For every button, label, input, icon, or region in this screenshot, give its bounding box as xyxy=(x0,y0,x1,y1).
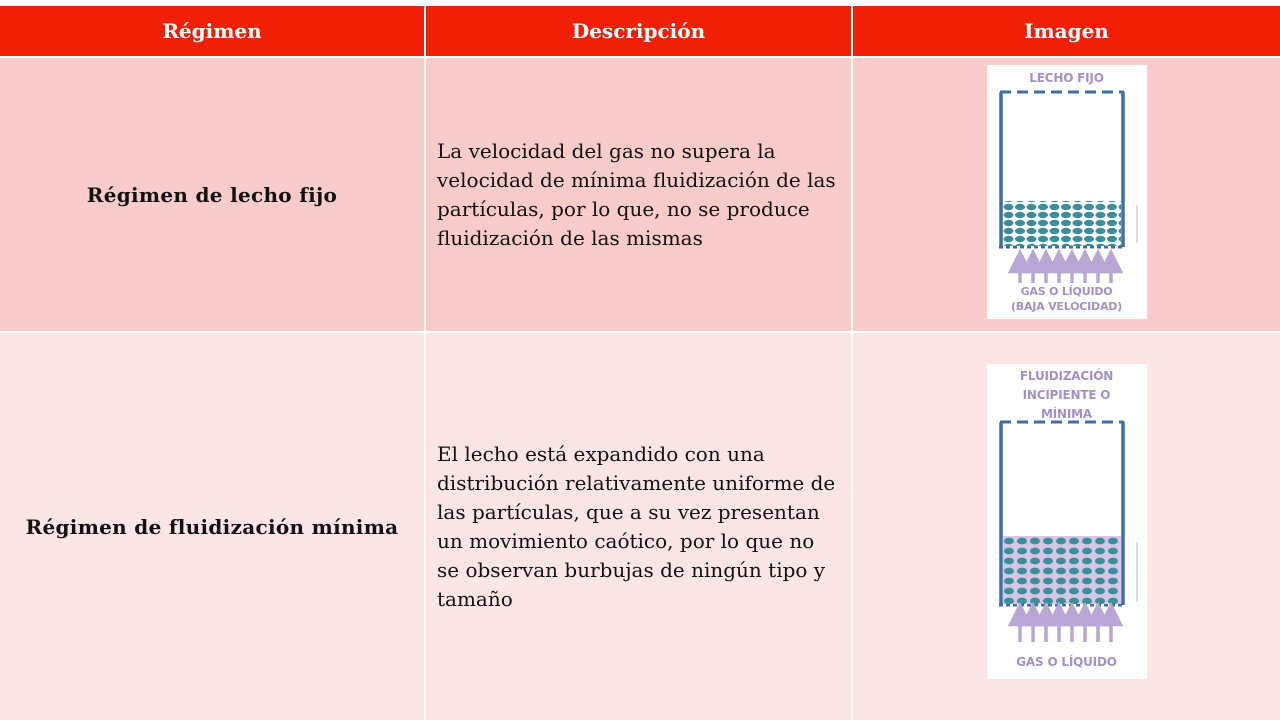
fixed-bed-bottom-label-1: GAS O LÍQUIDO xyxy=(1020,284,1113,298)
image-cell xyxy=(853,333,1280,720)
description-cell xyxy=(426,58,853,331)
fixed-bed-graphic xyxy=(987,65,1147,319)
fixed-bed-bottom-label-2: (BAJA VELOCIDAD) xyxy=(1010,299,1123,313)
table-row-fluidizacion-minima xyxy=(0,333,1280,720)
table-header-row xyxy=(0,6,1280,56)
header-regimen: Régimen xyxy=(0,6,426,56)
fixed-bed-diagram xyxy=(987,65,1147,319)
min-fluid-top-label-3: MÍNIMA xyxy=(1041,407,1092,421)
table-row-lecho-fijo xyxy=(0,58,1280,331)
header-descripcion: Descripción xyxy=(426,6,853,56)
regime-name: Régimen de fluidización mínima xyxy=(25,514,399,539)
minimum-fluidization-diagram xyxy=(987,364,1147,679)
min-fluid-graphic xyxy=(987,364,1147,679)
fluidization-regimes-table xyxy=(0,6,1280,720)
description-cell xyxy=(426,333,853,720)
min-fluid-top-label-1: FLUIDIZACIÓN xyxy=(1019,369,1114,383)
min-fluid-top-label-2: INCIPIENTE O xyxy=(1022,388,1111,402)
regime-name: Régimen de lecho fijo xyxy=(86,182,338,207)
regime-description: La velocidad del gas no supera la velocidad de mínima fluidización de las partículas, por lo que, no se produce fluidización de las mismas xyxy=(437,138,836,250)
regime-cell xyxy=(0,58,426,331)
regime-description: El lecho está expandido con una distribución relativamente uniforme de las partículas, que a su vez presentan un movimiento caótico, por lo que no se observan burbujas de ningún tipo y tamaño xyxy=(437,441,836,611)
regime-cell xyxy=(0,333,426,720)
fixed-bed-top-label: LECHO FIJO xyxy=(1029,70,1104,85)
header-imagen: Imagen xyxy=(1024,19,1109,43)
min-fluid-bottom-label: GAS O LÍQUIDO xyxy=(1016,655,1117,669)
image-cell xyxy=(853,58,1280,331)
